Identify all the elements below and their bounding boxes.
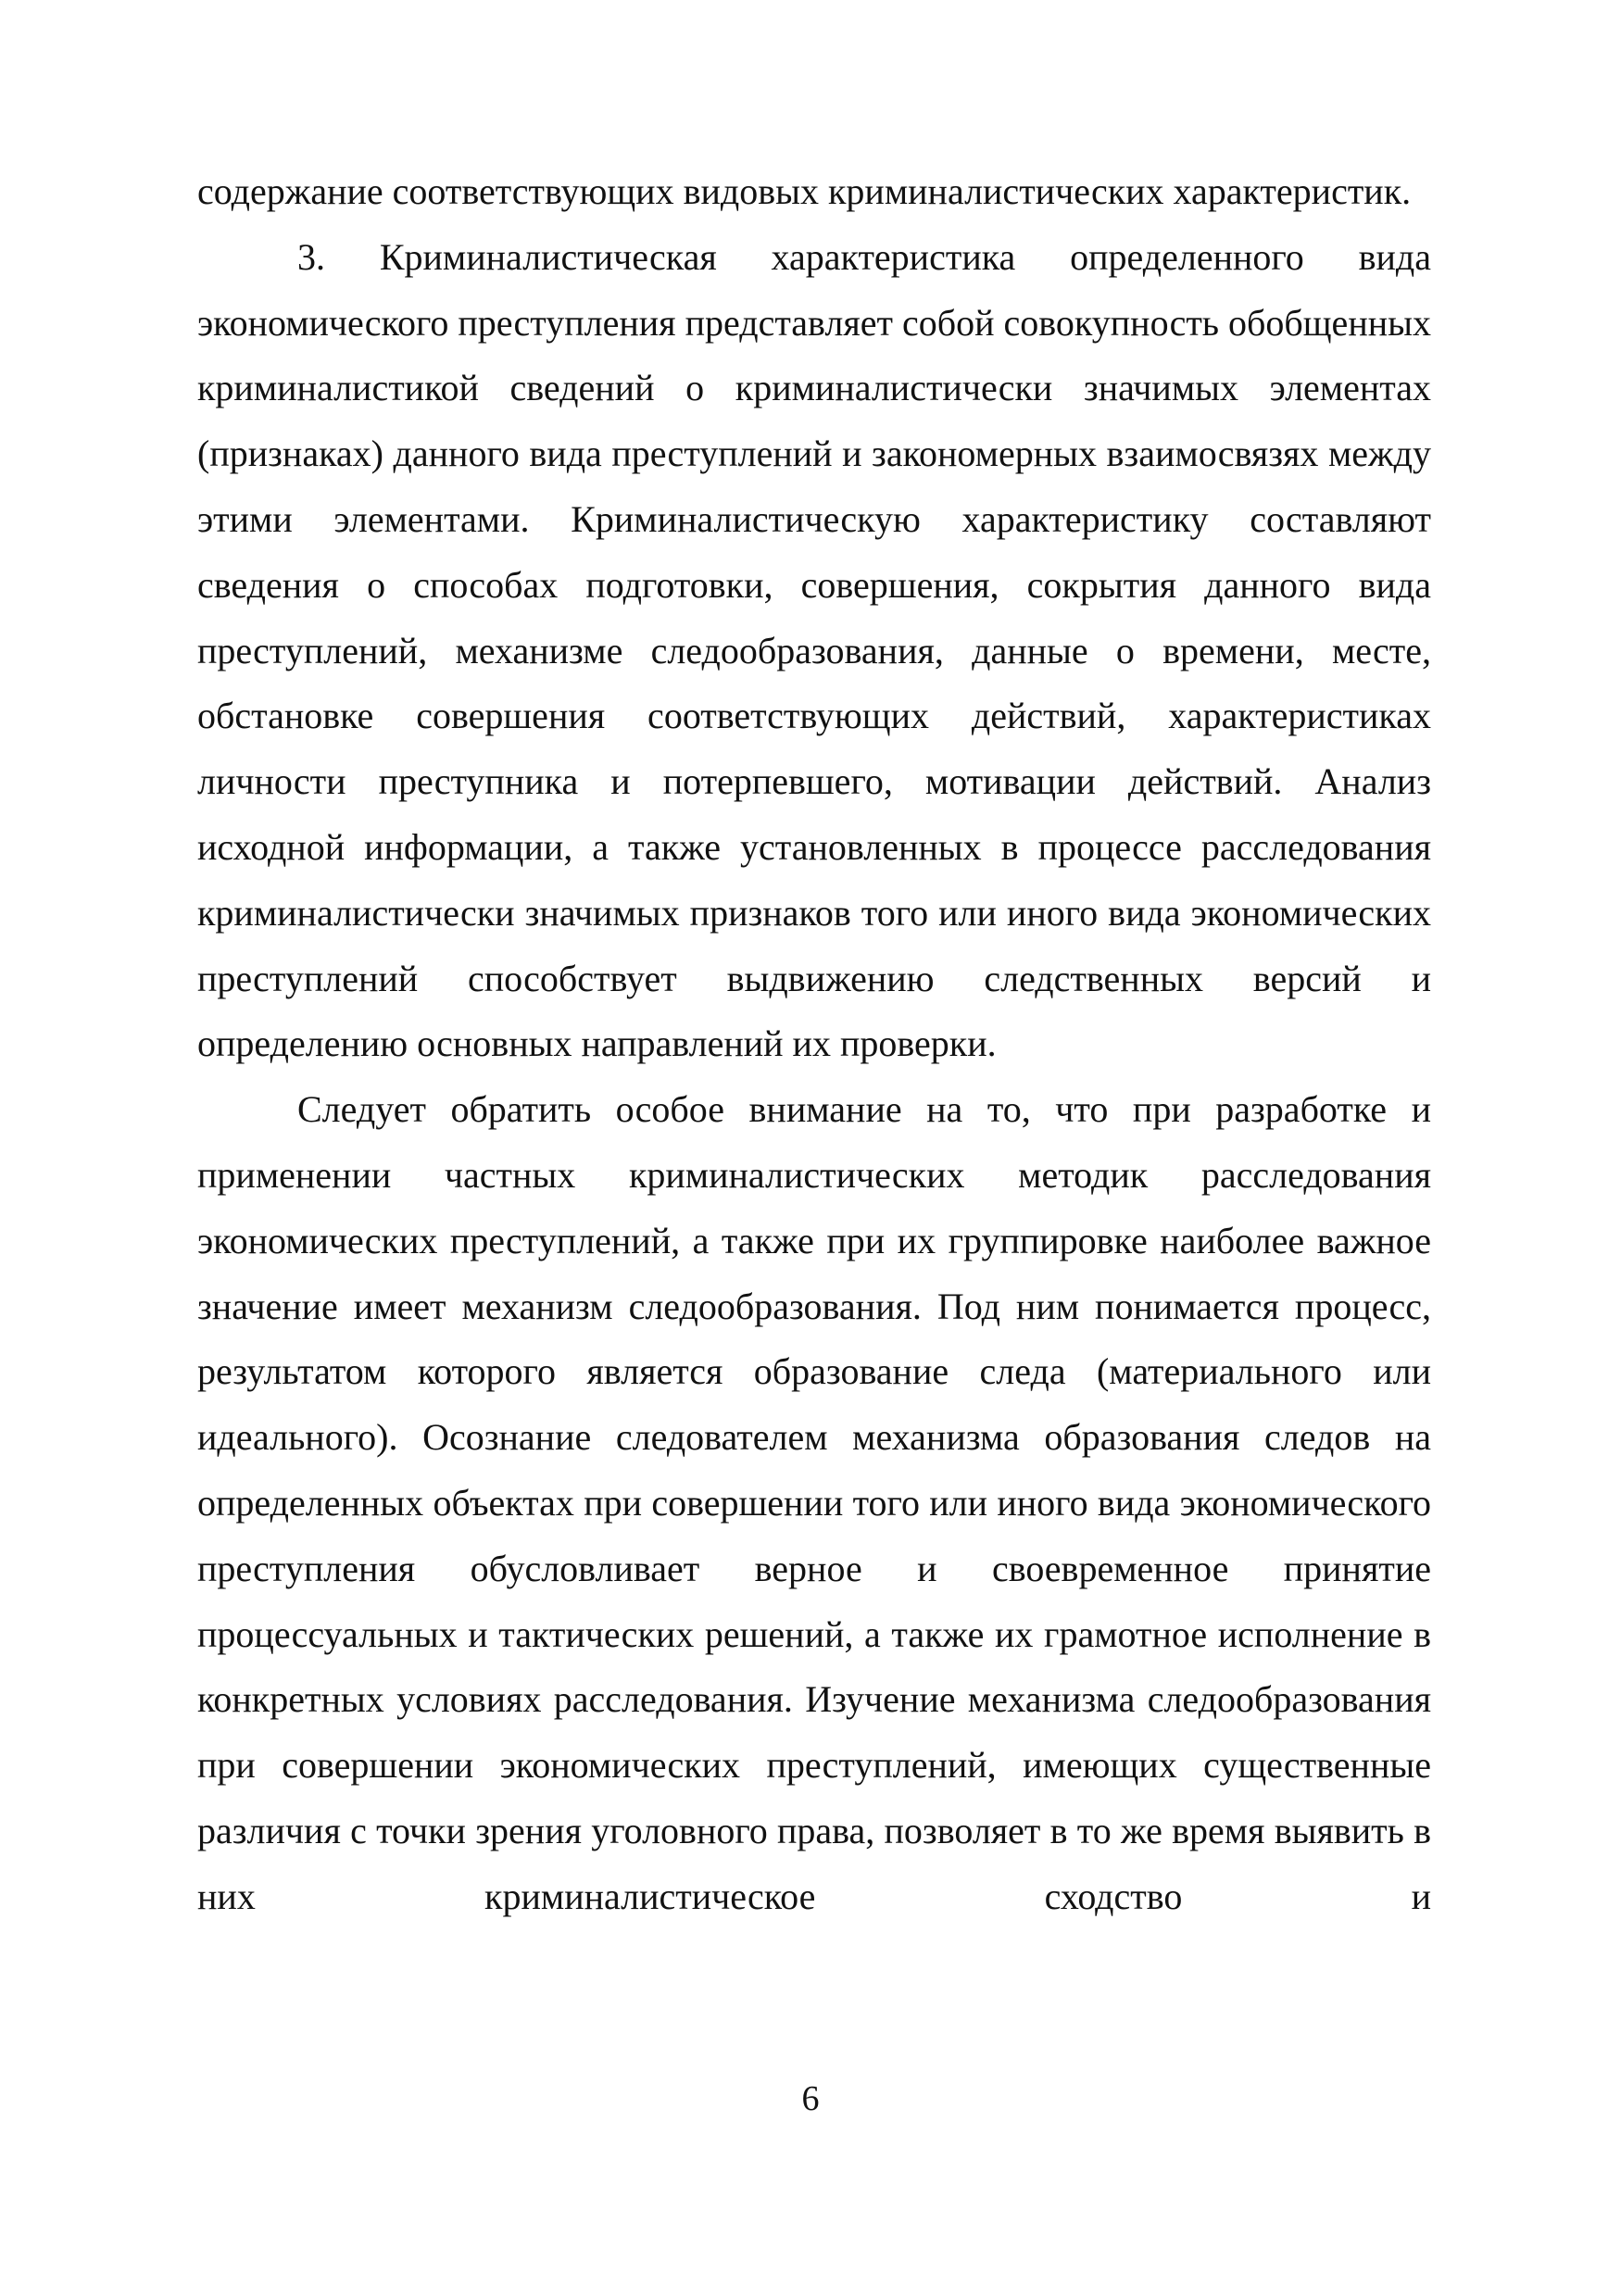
paragraph-continuation: содержание соответствующих видовых криминалистических характеристик. — [197, 170, 1412, 212]
paragraph-criminalistic-characteristic: 3. Криминалистическая характеристика определенного вида экономического преступления представляет собой совокупность обобщенных криминалистикой сведений о криминалистически значимых элементах (признаках) данного вида преступлений и закономерных взаимосвязях между этими элементами. Криминалистическую характеристику составляют сведения о способах подготовки, совершения, сокрытия данного вида преступлений, механизме следообразования, данные о времени, месте, обстановке совершения соответствующих действий, характеристиках личности преступника и потерпевшего, мотивации действий. Анализ исходной информации, а также установленных в процессе расследования криминалистически значимых признаков того или иного вида экономических преступлений способствует выдвижению следственных версий и определению основных направлений их проверки. — [197, 235, 1431, 1065]
body-text — [197, 159, 1431, 1930]
page-number: 6 — [801, 2079, 820, 2118]
paragraph-trace-formation: Следует обратить особое внимание на то, что при разработке и применении частных криминалистических методик расследования экономических преступлений, а также при их группировке наиболее важное значение имеет механизм следообразования. Под ним понимается процесс, результатом которого является образование следа (материального или идеального). Осознание следователем механизма образования следов на определенных объектах при совершении того или иного вида экономического преступления обусловливает верное и своевременное принятие процессуальных и тактических решений, а также их грамотное исполнение в конкретных условиях расследования. Изучение механизма следообразования при совершении экономических преступлений, имеющих существенные различия с точки зрения уголовного права, позволяет в то же время выявить в них криминалистическое сходство и — [197, 1088, 1431, 1917]
